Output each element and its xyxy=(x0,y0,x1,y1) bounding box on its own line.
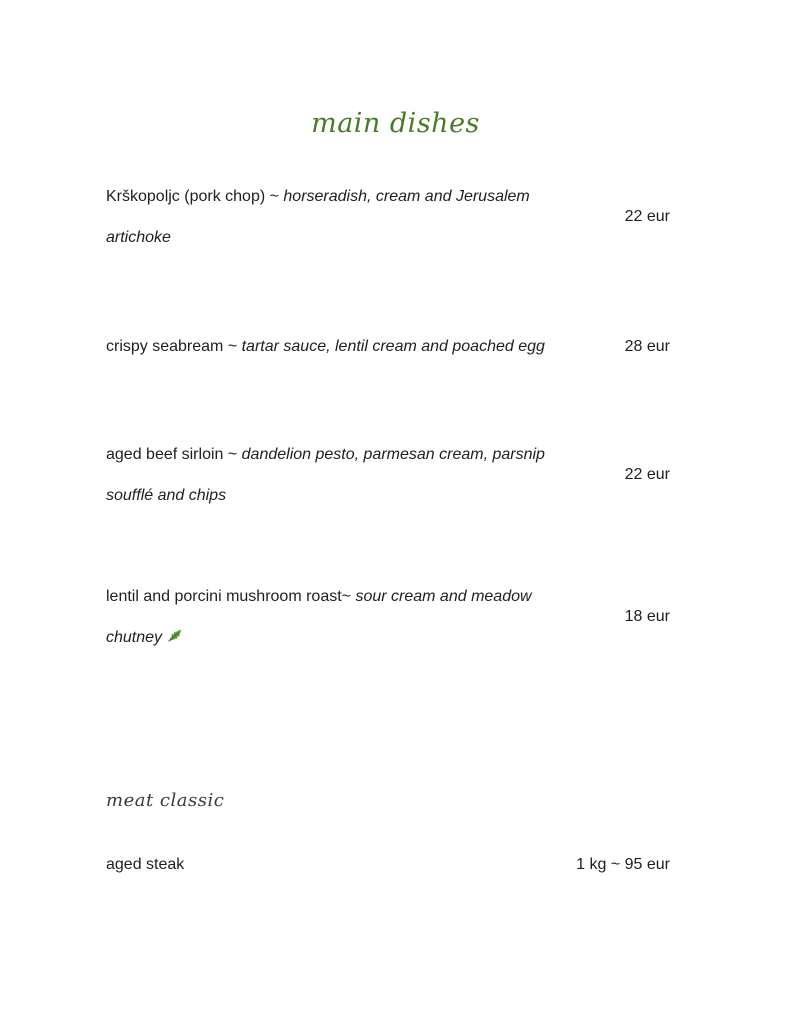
dish-item xyxy=(106,576,556,658)
dish-price: 28 eur xyxy=(624,338,670,355)
dish-name: crispy seabream ~ xyxy=(106,338,242,355)
dish-description: sour cream and meadow chutney xyxy=(106,588,532,646)
dish-description: horseradish, cream and Jerusalem artichoke xyxy=(106,188,530,246)
dish-item xyxy=(106,434,566,516)
page-title: main dishes xyxy=(311,108,480,139)
dish-price: 22 eur xyxy=(624,208,670,225)
dish-name: aged beef sirloin ~ xyxy=(106,446,242,463)
dish-name: lentil and porcini mushroom roast~ xyxy=(106,588,356,605)
dish-item xyxy=(106,326,586,367)
meat-item-name: aged steak xyxy=(106,856,185,873)
meat-item xyxy=(106,844,566,885)
dish-item xyxy=(106,176,566,258)
dish-price: 22 eur xyxy=(624,466,670,483)
meat-item-price: 1 kg ~ 95 eur xyxy=(576,856,670,873)
herb-leaf-icon xyxy=(166,619,183,636)
dish-price: 18 eur xyxy=(624,608,670,625)
dish-description: tartar sauce, lentil cream and poached egg xyxy=(241,338,545,355)
section-title: meat classic xyxy=(106,790,225,811)
dish-name: Krškopoljc (pork chop) ~ xyxy=(106,188,284,205)
dish-description: dandelion pesto, parmesan cream, parsnip soufflé and chips xyxy=(106,446,545,504)
